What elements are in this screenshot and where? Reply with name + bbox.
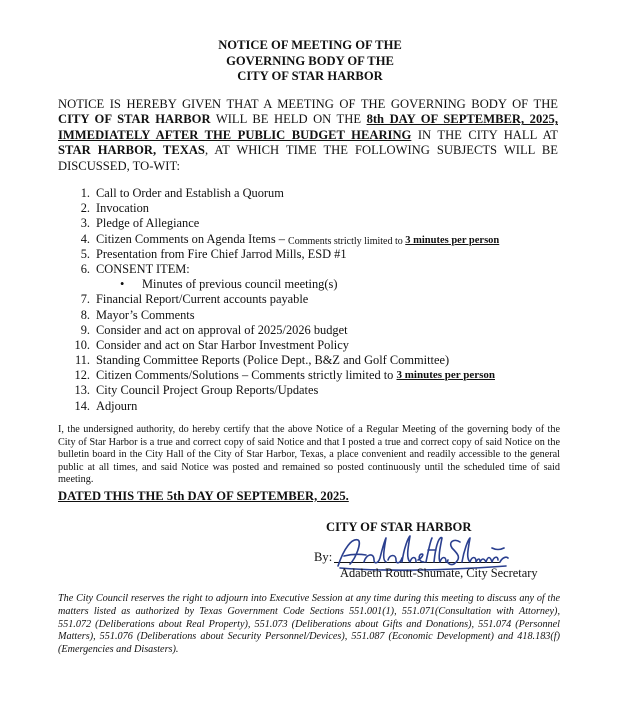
agenda-note: Comments strictly limited to [288, 235, 406, 247]
agenda-item [58, 292, 578, 307]
agenda-item [58, 186, 578, 201]
agenda-number: 7. [80, 292, 90, 307]
intro-text-2: WILL BE HELD ON THE [210, 112, 367, 127]
notice-title [0, 38, 620, 85]
consent-sub-item [58, 277, 578, 292]
agenda-number: 1. [80, 186, 90, 200]
executive-session-notice: The City Council reserves the right to adjourn into Executive Session at any time during this meeting to discuss any of the matters listed as authorized by Texas Government Code Sections 551.001(1), 551.071(Consultation with Attorney), 551.072 (Deliberations about Real Property), 551.073 (Deliberations about Gifts and Donations), 551.074 (Personnel Matters), 551.076 (Deliberations about Security Personnel/Devices), 551.087 (Economic Development) and 418.183(f) (Emergencies and Disasters). [58, 593, 560, 656]
agenda-number: 12. [74, 368, 90, 383]
agenda-item [58, 216, 578, 231]
agenda-item [58, 323, 578, 338]
agenda-text: Citizen Comments/Solutions – Comments strictly limited to [96, 368, 397, 383]
agenda-list [58, 186, 578, 414]
agenda-item [58, 308, 578, 323]
agenda-text: Standing Committee Reports (Police Dept., B&Z and Golf Committee) [96, 353, 450, 368]
agenda-number: 3. [80, 216, 90, 231]
agenda-text: Adjourn [96, 398, 138, 413]
agenda-item [58, 232, 578, 247]
agenda-item [58, 353, 578, 368]
certification-paragraph: I, the undersigned authority, do hereby certify that the above Notice of a Regular Meeting of the governing body of the City of Star Harbor is a true and correct copy of said Notice and that I posted a true and correct copy of said Notice on the bulletin board in the City Hall of the City of Star Harbor, Texas, a place convenient and readily accessible to the general public at all times, and said Notice was posted and remained so posted continuously until the scheduled time of said meeting. [58, 424, 560, 486]
agenda-item [58, 368, 578, 383]
agenda-number: 2. [80, 201, 90, 216]
intro-date: 8th DAY OF SEPTEMBER, 2025, IMMEDIATELY AFTER THE PUBLIC BUDGET HEARING [58, 112, 558, 142]
agenda-text: CONSENT ITEM: [96, 261, 190, 276]
agenda-number: 13. [74, 383, 90, 398]
agenda-text: Call to Order and Establish a Quorum [96, 186, 284, 200]
time-limit: 3 minutes per person [405, 234, 500, 246]
signer-name: Adabeth Routt-Shumate, City Secretary [340, 566, 538, 580]
intro-text-4: , AT WHICH TIME THE FOLLOWING SUBJECTS WILL BE DISCUSSED, TO-WIT: [58, 143, 559, 173]
agenda-text: Presentation from Fire Chief Jarrod Mills, ESD #1 [96, 246, 347, 261]
agenda-text: Mayor’s Comments [96, 307, 195, 322]
agenda-item [58, 247, 578, 262]
consent-sub-text: Minutes of previous council meeting(s) [142, 277, 338, 292]
bullet-icon: • [120, 277, 125, 292]
agenda-number: 5. [80, 246, 90, 261]
agenda-item [58, 262, 578, 277]
agenda-text: Invocation [96, 201, 149, 216]
intro-location: STAR HARBOR, TEXAS [58, 143, 205, 158]
intro-text-1: NOTICE IS HEREBY GIVEN THAT A MEETING OF THE GOVERNING BODY OF THE [58, 97, 558, 111]
dated-line: DATED THIS THE 5th DAY OF SEPTEMBER, 2025. [58, 489, 349, 503]
agenda-text: Citizen Comments on Agenda Items – [96, 231, 289, 246]
agenda-item [58, 383, 578, 398]
agenda-number: 14. [74, 398, 90, 413]
agenda-item [58, 399, 578, 414]
agenda-text: Pledge of Allegiance [96, 216, 200, 231]
agenda-number: 4. [80, 231, 90, 246]
intro-text-3: IN THE CITY HALL AT [411, 127, 558, 142]
time-limit: 3 minutes per person [396, 369, 495, 382]
agenda-text: City Council Project Group Reports/Updates [96, 383, 319, 398]
agenda-number: 6. [80, 261, 90, 276]
agenda-number: 8. [80, 307, 90, 322]
title-line-3: CITY OF STAR HARBOR [237, 69, 383, 83]
title-line-2: GOVERNING BODY OF THE [226, 53, 394, 68]
notice-intro [58, 97, 558, 174]
agenda-item [58, 338, 578, 353]
agenda-item [58, 201, 578, 216]
agenda-number: 9. [80, 322, 90, 337]
agenda-text: Financial Report/Current accounts payable [96, 292, 309, 307]
agenda-text: Consider and act on Star Harbor Investment Policy [96, 337, 349, 352]
intro-city: CITY OF STAR HARBOR [58, 112, 211, 127]
signature-by-label: By: [314, 550, 333, 564]
agenda-number: 10. [74, 337, 90, 352]
agenda-number: 11. [74, 353, 90, 368]
title-line-1: NOTICE OF MEETING OF THE [218, 38, 402, 52]
signature-city: CITY OF STAR HARBOR [326, 520, 472, 534]
agenda-text: Consider and act on approval of 2025/2026 budget [96, 322, 348, 337]
